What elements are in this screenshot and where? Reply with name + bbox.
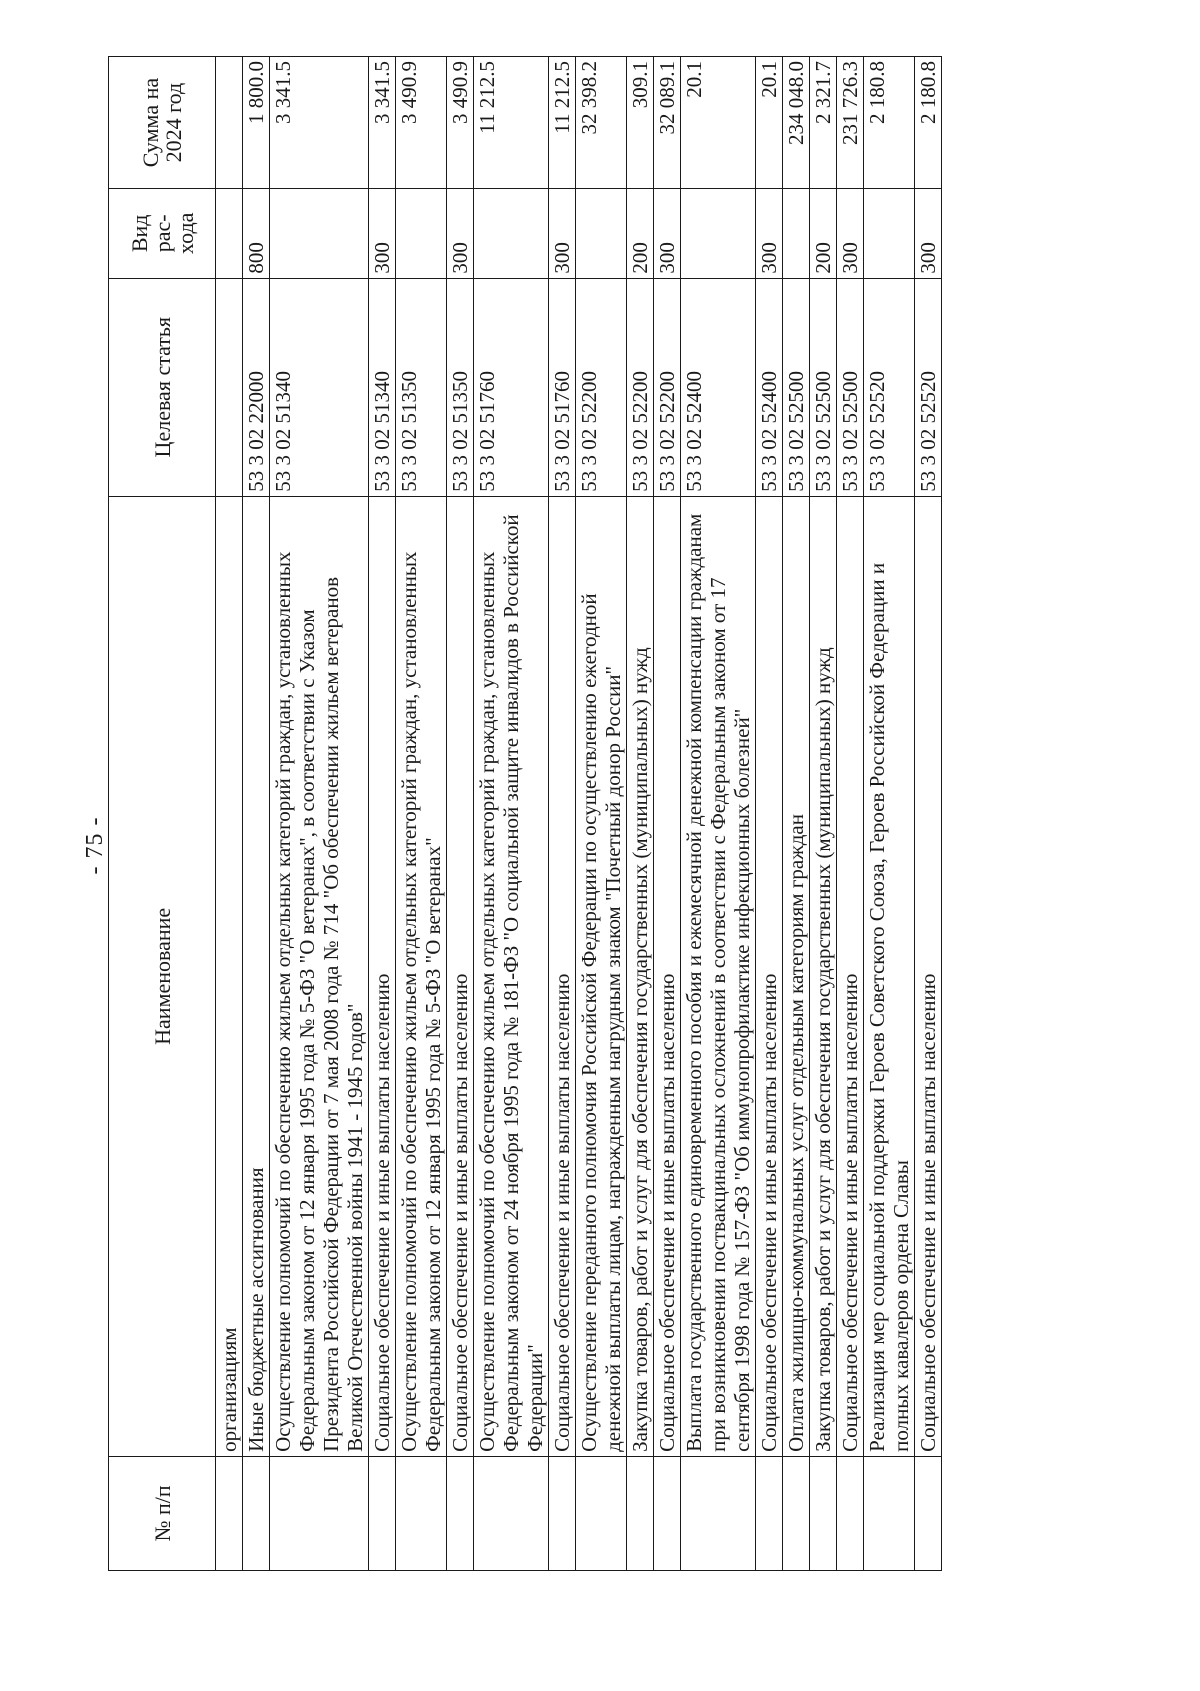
cell-name: Осуществление полномочий по обеспечению жильем отдельных категорий граждан, установленных Федеральным законом от 12 января 1995 года № 5-ФЗ "О ветеранах": [396, 496, 447, 1456]
header-name: Наименование: [109, 496, 216, 1456]
cell-name: организациям: [216, 496, 243, 1456]
cell-code: 53 3 02 52520: [864, 278, 915, 496]
cell-kind: [396, 189, 447, 279]
cell-amount: [216, 57, 243, 189]
cell-num: [915, 1456, 942, 1570]
cell-name: Оплата жилищно-коммунальных услуг отдельным категориям граждан: [783, 496, 810, 1456]
cell-code: 53 3 02 51340: [270, 278, 369, 496]
table-row: [447, 57, 474, 1571]
page-number: - 75 -: [82, 816, 108, 875]
table-row: [864, 57, 915, 1571]
cell-kind: 300: [447, 189, 474, 279]
cell-num: [447, 1456, 474, 1570]
cell-name: Закупка товаров, работ и услуг для обеспечения государственных (муниципальных) нужд: [627, 496, 654, 1456]
cell-name: Закупка товаров, работ и услуг для обеспечения государственных (муниципальных) нужд: [810, 496, 837, 1456]
table-row: [783, 57, 810, 1571]
cell-kind: [783, 189, 810, 279]
table-row: [915, 57, 942, 1571]
cell-code: 53 3 02 51350: [396, 278, 447, 496]
cell-num: [783, 1456, 810, 1570]
cell-kind: 200: [627, 189, 654, 279]
cell-num: [810, 1456, 837, 1570]
cell-amount: 3 341.5: [270, 57, 369, 189]
table-row: [810, 57, 837, 1571]
cell-kind: [576, 189, 627, 279]
cell-code: 53 3 02 51350: [447, 278, 474, 496]
cell-code: 53 3 02 52400: [681, 278, 756, 496]
table-row: [756, 57, 783, 1571]
cell-kind: [864, 189, 915, 279]
cell-amount: 2 321.7: [810, 57, 837, 189]
table-row: [270, 57, 369, 1571]
cell-num: [837, 1456, 864, 1570]
cell-kind: [681, 189, 756, 279]
cell-name: Осуществление полномочий по обеспечению жильем отдельных категорий граждан, установленных Федеральным законом от 24 ноября 1995 года № 181-ФЗ "О социальной защите инвалидов в Российской Федерации": [474, 496, 549, 1456]
header-num: № п/п: [109, 1456, 216, 1570]
cell-code: 53 3 02 22000: [243, 278, 270, 496]
table-row: [627, 57, 654, 1571]
cell-name: Социальное обеспечение и иные выплаты населению: [915, 496, 942, 1456]
cell-amount: 32 089.1: [654, 57, 681, 189]
cell-amount: 2 180.8: [915, 57, 942, 189]
cell-code: 53 3 02 51760: [474, 278, 549, 496]
table-row: [654, 57, 681, 1571]
table-row: [474, 57, 549, 1571]
cell-name: Социальное обеспечение и иные выплаты населению: [447, 496, 474, 1456]
cell-code: 53 3 02 52500: [810, 278, 837, 496]
cell-num: [270, 1456, 369, 1570]
header-code: Целевая статья: [109, 278, 216, 496]
cell-code: 53 3 02 52400: [756, 278, 783, 496]
table-header-row: [109, 57, 216, 1571]
header-kind: Вид рас- хода: [109, 189, 216, 279]
table-row: [243, 57, 270, 1571]
cell-num: [627, 1456, 654, 1570]
cell-name: Осуществление полномочий по обеспечению жильем отдельных категорий граждан, установленных Федеральным законом от 12 января 1995 года № 5-ФЗ "О ветеранах", в соответствии с Указом Президента Российской Федерации от 7 мая 2008 года № 714 "Об обеспечении жильем ветеранов Великой Отечественной войны 1941 - 1945 годов": [270, 496, 369, 1456]
cell-code: [216, 278, 243, 496]
table-row: [216, 57, 243, 1571]
cell-amount: 3 490.9: [447, 57, 474, 189]
cell-kind: 300: [369, 189, 396, 279]
cell-code: 53 3 02 52520: [915, 278, 942, 496]
cell-code: 53 3 02 51340: [369, 278, 396, 496]
cell-num: [654, 1456, 681, 1570]
cell-name: Выплата государственного единовременного пособия и ежемесячной денежной компенсации гражданам при возникновении поствакцинальных осложнений в соответствии с Федеральным законом от 17 сентября 1998 года № 157-ФЗ "Об иммунопрофилактике инфекционных болезней": [681, 496, 756, 1456]
cell-code: 53 3 02 52500: [837, 278, 864, 496]
cell-kind: [216, 189, 243, 279]
cell-amount: 20.1: [681, 57, 756, 189]
cell-name: Социальное обеспечение и иные выплаты населению: [837, 496, 864, 1456]
cell-code: 53 3 02 51760: [549, 278, 576, 496]
cell-code: 53 3 02 52500: [783, 278, 810, 496]
cell-name: Иные бюджетные ассигнования: [243, 496, 270, 1456]
cell-code: 53 3 02 52200: [654, 278, 681, 496]
cell-num: [396, 1456, 447, 1570]
cell-name: Социальное обеспечение и иные выплаты населению: [756, 496, 783, 1456]
cell-num: [756, 1456, 783, 1570]
table-row: [396, 57, 447, 1571]
cell-kind: [270, 189, 369, 279]
cell-num: [549, 1456, 576, 1570]
cell-name: Реализация мер социальной поддержки Героев Советского Союза, Героев Российской Федерации и полных кавалеров ордена Славы: [864, 496, 915, 1456]
cell-amount: 234 048.0: [783, 57, 810, 189]
cell-name: Социальное обеспечение и иные выплаты населению: [549, 496, 576, 1456]
table-row: [576, 57, 627, 1571]
cell-kind: 200: [810, 189, 837, 279]
cell-kind: 300: [756, 189, 783, 279]
cell-name: Социальное обеспечение и иные выплаты населению: [369, 496, 396, 1456]
table-row: [681, 57, 756, 1571]
cell-num: [864, 1456, 915, 1570]
cell-num: [243, 1456, 270, 1570]
cell-name: Социальное обеспечение и иные выплаты населению: [654, 496, 681, 1456]
cell-amount: 11 212.5: [474, 57, 549, 189]
cell-kind: 300: [549, 189, 576, 279]
cell-num: [216, 1456, 243, 1570]
table-body: [216, 57, 942, 1571]
budget-table: [108, 56, 942, 1571]
cell-amount: 2 180.8: [864, 57, 915, 189]
table-row: [837, 57, 864, 1571]
cell-code: 53 3 02 52200: [627, 278, 654, 496]
cell-amount: 11 212.5: [549, 57, 576, 189]
cell-kind: 300: [915, 189, 942, 279]
table-row: [369, 57, 396, 1571]
cell-num: [681, 1456, 756, 1570]
cell-num: [369, 1456, 396, 1570]
cell-amount: 3 341.5: [369, 57, 396, 189]
cell-kind: 300: [654, 189, 681, 279]
cell-num: [474, 1456, 549, 1570]
cell-amount: 32 398.2: [576, 57, 627, 189]
cell-amount: 20.1: [756, 57, 783, 189]
cell-amount: 1 800.0: [243, 57, 270, 189]
cell-kind: 800: [243, 189, 270, 279]
table-row: [549, 57, 576, 1571]
cell-name: Осуществление переданного полномочия Российской Федерации по осуществлению ежегодной денежной выплаты лицам, награжденным нагрудным знаком "Почетный донор России": [576, 496, 627, 1456]
cell-amount: 3 490.9: [396, 57, 447, 189]
cell-kind: [474, 189, 549, 279]
cell-amount: 231 726.3: [837, 57, 864, 189]
cell-kind: 300: [837, 189, 864, 279]
cell-amount: 309.1: [627, 57, 654, 189]
cell-code: 53 3 02 52200: [576, 278, 627, 496]
cell-num: [576, 1456, 627, 1570]
header-amount: Сумма на 2024 год: [109, 57, 216, 189]
